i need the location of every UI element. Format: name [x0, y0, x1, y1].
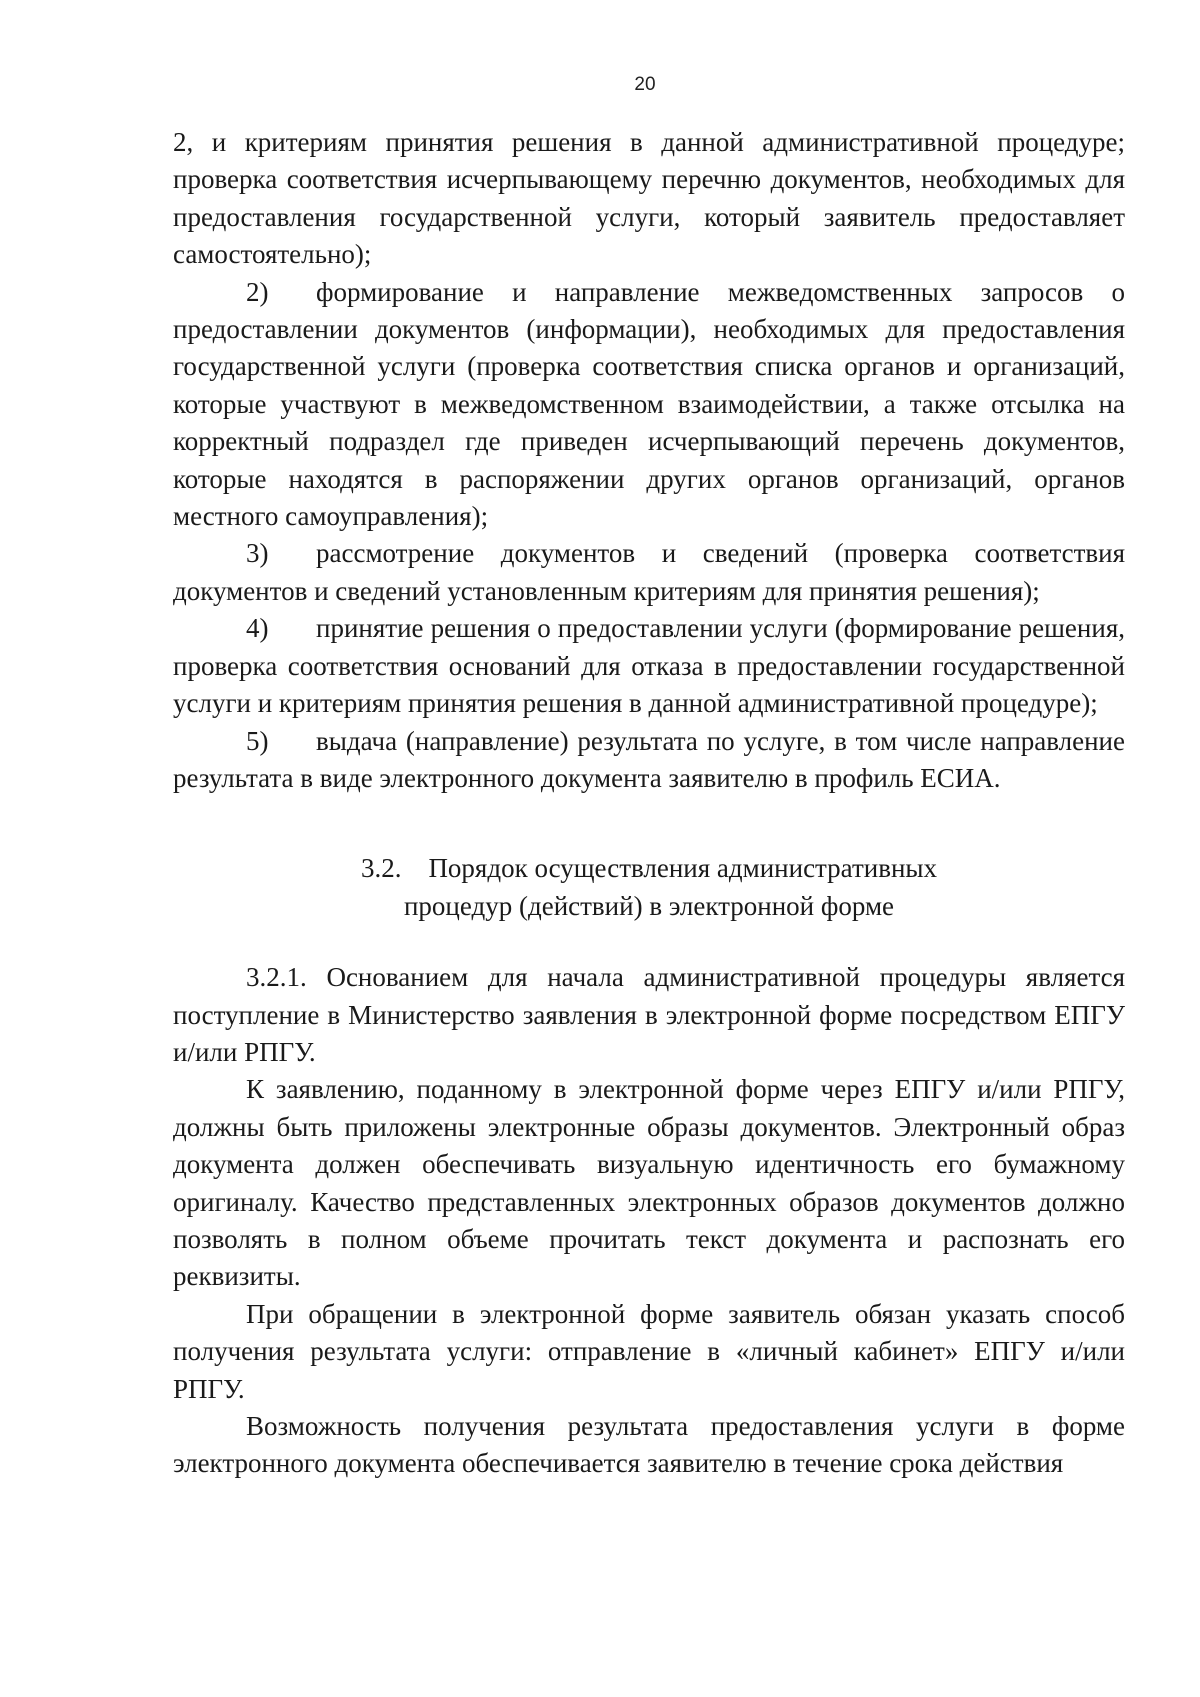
list-item	[173, 723, 1125, 798]
section-heading	[173, 850, 1125, 925]
section-title-line-2: процедур (действий) в электронной форме	[403, 890, 895, 921]
list-item-number: 2)	[246, 276, 269, 307]
list-item-text: формирование и направление межведомственных запросов о предоставлении документов (информации), необходимых для предоставления государственной услуги (проверка соответствия списка органов и организаций, которые участвуют в межведомственном взаимодействии, а также отсылка на корректный подраздел где приведен исчерпывающий перечень документов, которые находятся в распоряжении других органов организаций, органов местного самоуправления);	[173, 276, 1125, 532]
page-number: 20	[634, 74, 656, 95]
list-item-number: 5)	[246, 725, 269, 756]
list-item-number: 3)	[246, 538, 269, 569]
section-heading-line-1	[173, 850, 1125, 887]
list-item	[173, 610, 1125, 722]
document-body	[173, 124, 1125, 1483]
continuation-paragraph: 2, и критериям принятия решения в данной административной процедуре; проверка соответствия исчерпывающему перечню документов, необходимых для предоставления государственной услуги, который заявитель предоставляет самостоятельно);	[173, 127, 1125, 270]
paragraph: 3.2.1. Основанием для начала административной процедуры является поступление в Министерство заявления в электронной форме посредством ЕПГУ и/или РПГУ.	[173, 962, 1125, 1067]
list-item-text: принятие решения о предоставлении услуги (формирование решения, проверка соответствия оснований для отказа в предоставлении государственной услуги и критериям принятия решения в данной административной процедуре);	[173, 613, 1125, 719]
list-item	[173, 535, 1125, 610]
list-item-number: 4)	[246, 613, 269, 644]
paragraph: Возможность получения результата предоставления услуги в форме электронного документа обеспечивается заявителю в течение срока действия	[173, 1411, 1125, 1479]
list-item-text: выдача (направление) результата по услуге, в том числе направление результата в виде электронного документа заявителю в профиль ЕСИА.	[173, 725, 1125, 793]
paragraph: При обращении в электронной форме заявитель обязан указать способ получения результата услуги: отправление в «личный кабинет» ЕПГУ и/или РПГУ.	[173, 1298, 1125, 1404]
list-item-text: рассмотрение документов и сведений (проверка соответствия документов и сведений установленным критериям для принятия решения);	[173, 538, 1125, 606]
paragraph: К заявлению, поданному в электронной форме через ЕПГУ и/или РПГУ, должны быть приложены электронные образы документов. Электронный образ документа должен обеспечивать визуальную идентичность его бумажному оригиналу. Качество представленных электронных образов документов должно позволять в полном объеме прочитать текст документа и распознать его реквизиты.	[173, 1074, 1125, 1292]
list-item	[173, 274, 1125, 536]
section-number: 3.2.	[360, 853, 402, 884]
section-title-line-1: Порядок осуществления административных	[428, 853, 938, 884]
